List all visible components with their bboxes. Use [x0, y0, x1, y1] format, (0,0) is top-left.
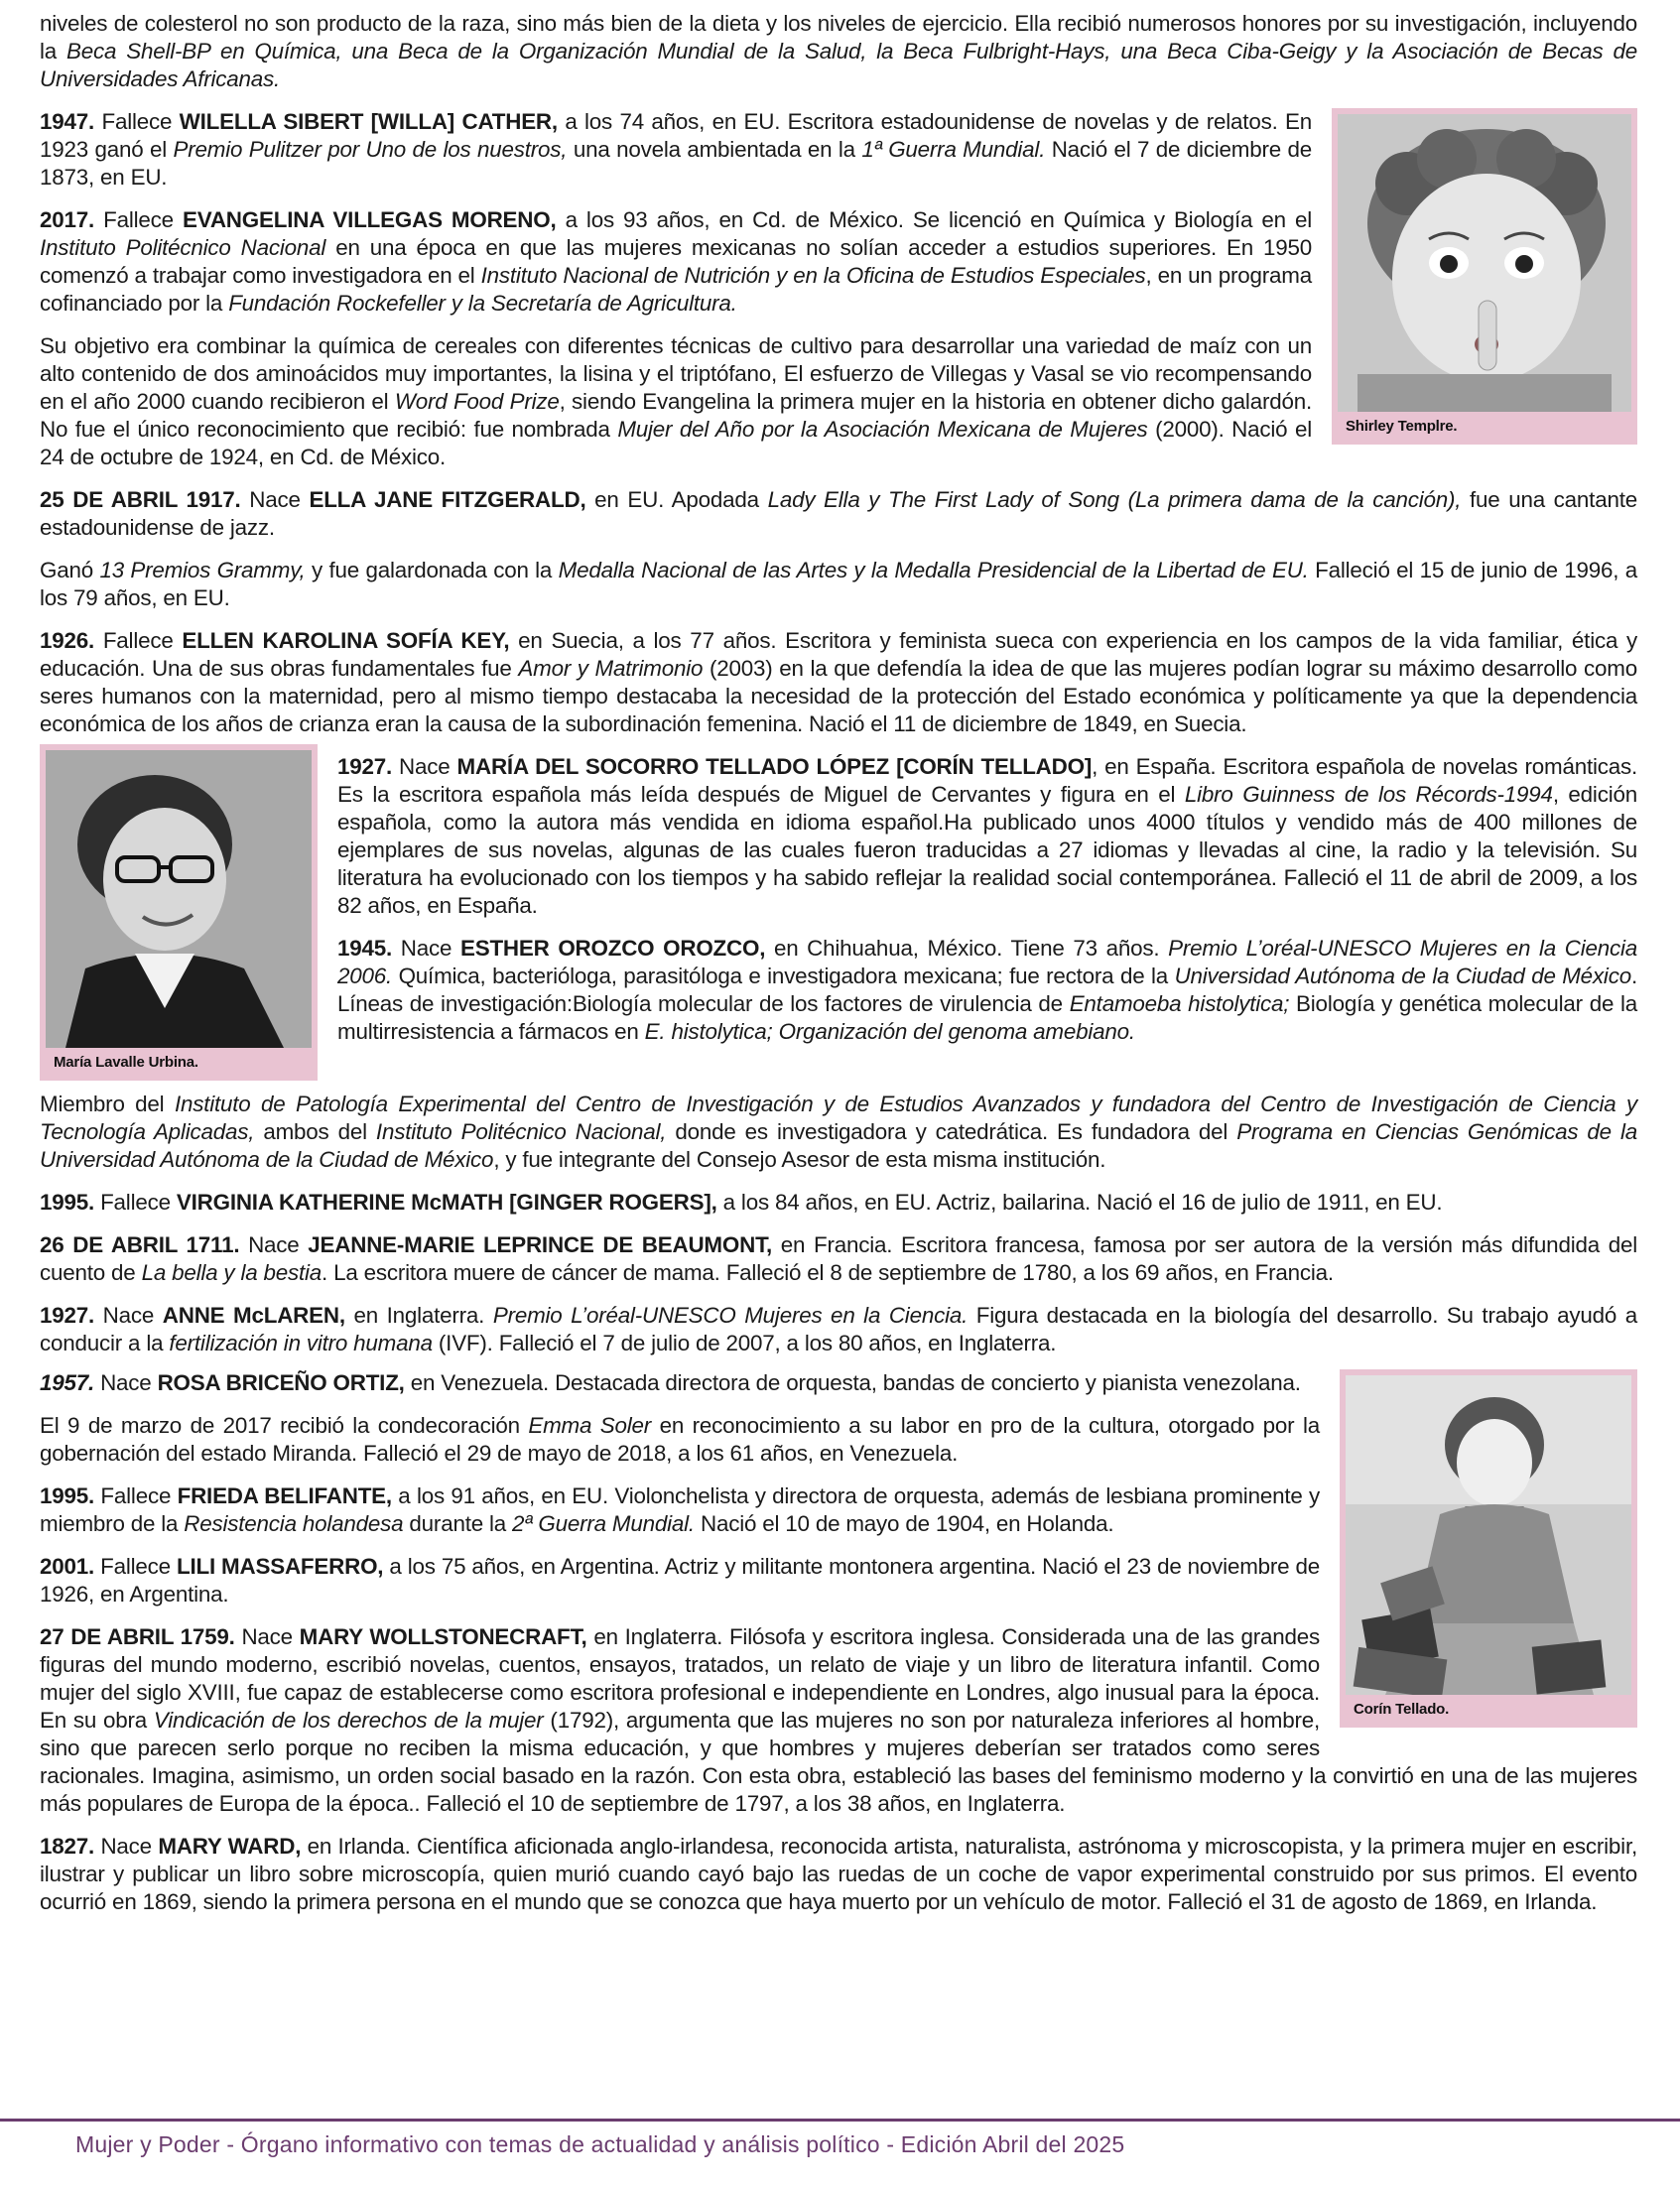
- entry-lili-massaferro: 2001. Fallece LILI MASSAFERRO, a los 75 años, en Argentina. Actriz y militante montonera argentina. Nació el 23 de noviembre de 1926, en Argentina.: [40, 1553, 1320, 1607]
- entry-ginger-rogers: 1995. Fallece VIRGINIA KATHERINE McMATH [GINGER ROGERS], a los 84 años, en EU. Actriz, bailarina. Nació el 16 de julio de 1911, en EU.: [40, 1189, 1443, 1215]
- entry-rosa-briceno: 1957. Nace ROSA BRICEÑO ORTIZ, en Venezuela. Destacada directora de orquesta, bandas de concierto y pianista venezolana.: [40, 1369, 1301, 1395]
- caption-corin-tellado: Corín Tellado.: [1354, 1700, 1450, 1718]
- footer-publication-info: Mujer y Poder - Órgano informativo con temas de actualidad y análisis político - Edición Abril del 2025: [75, 2131, 1125, 2157]
- entry-frieda-belifante: 1995. Fallece FRIEDA BELIFANTE, a los 91 años, en EU. Violonchelista y directora de orquesta, además de lesbiana prominente y miembro de la Resistencia holandesa durante la 2ª Guerra Mundial. Nació el 10 de mayo de 1904, en Holanda.: [40, 1482, 1320, 1536]
- paragraph-evangelina-honors: niveles de colesterol no son producto de la raza, sino más bien de la dieta y los niveles de ejercicio. Ella recibió numerosos honores por su investigación, incluyendo la Beca Shell-BP en Química, una Beca de la Organización Mundial de la Salud, la Beca Fulbright-Hays, una Beca Ciba-Geigy y la Asociación de Becas de Universidades Africanas.: [40, 11, 1637, 91]
- entry-anne-mclaren: 1927. Nace ANNE McLAREN, en Inglaterra. Premio L’oréal-UNESCO Mujeres en la Ciencia. Figura destacada en la biología del desarrollo. Su trabajo ayudó a conducir a la fertilización in vitro humana (IVF). Falleció el 7 de julio de 2007, a los 80 años, en Inglaterra.: [40, 1302, 1637, 1355]
- entry-corin-tellado: 1927. Nace MARÍA DEL SOCORRO TELLADO LÓPEZ [CORÍN TELLADO], en España. Escritora española de novelas románticas. Es la escritora española más leída después de Miguel de Cervantes y figura en el Libro Guinness de los Récords-1994, edición española, como la autora más vendida en idioma español.Ha publicado unos 4000 títulos y vendido más de 400 millones de ejemplares de sus novelas, algunas de las cuales fueron traducidas a 27 idiomas y llevadas al cine, la radio y la televisión. Su literatura ha evolucionado con los tiempos y ha sabido reflejar la realidad social contemporánea. Falleció el 11 de abril de 2009, a los 82 años, en España.: [337, 754, 1638, 918]
- paragraph-evangelina-research: Su objetivo era combinar la química de cereales con diferentes técnicas de cultivo para desarrollar una variedad de maíz con un alto contenido de dos aminoácidos muy importantes, la lisina y el triptófano, El esfuerzo de Villegas y Vasal se vio recompensando en el año 2000 cuando recibieron el Word Food Prize, siendo Evangelina la primera mujer en la historia en obtener dicho galardón. No fue el único reconocimiento que recibió: fue nombrada Mujer del Año por la Asociación Mexicana de Mujeres (2000). Nació el 24 de octubre de 1924, en Cd. de México.: [40, 333, 1312, 469]
- entry-evangelina-villegas: 2017. Fallece EVANGELINA VILLEGAS MORENO, a los 93 años, en Cd. de México. Se licenció en Química y Biología en el Instituto Politécnico Nacional en una época en que las mujeres mexicanas no solían acceder a estudios superiores. En 1950 comenzó a trabajar como investigadora en el Instituto Nacional de Nutrición y en la Oficina de Estudios Especiales, en un programa cofinanciado por la Fundación Rockefeller y la Secretaría de Agricultura.: [40, 207, 1312, 316]
- photo-maria-lavalle: [40, 744, 318, 1081]
- entry-esther-orozco: 1945. Nace ESTHER OROZCO OROZCO, en Chihuahua, México. Tiene 73 años. Premio L’oréal-UNESCO Mujeres en la Ciencia 2006. Química, bacterióloga, parasitóloga e investigadora mexicana; fue rectora de la Universidad Autónoma de la Ciudad de México. Líneas de investigación:Biología molecular de los factores de virulencia de Entamoeba histolytica; Biología y genética molecular de la multirresistencia a fármacos en E. histolytica; Organización del genoma amebiano.: [337, 936, 1637, 1044]
- article-body: [40, 10, 1637, 1931]
- entry-ellen-key: 1926. Fallece ELLEN KAROLINA SOFÍA KEY, en Suecia, a los 77 años. Escritora y feminista sueca con experiencia en los campos de la vida familiar, ética y educación. Una de sus obras fundamentales fue Amor y Matrimonio (2003) en la que defendía la idea de que las mujeres podían lograr su máximo desarrollo como seres humanos con la maternidad, pero al mismo tiempo destacaba la necesidad de la protección del Estado económica y políticamente ya que la dependencia económica de los años de crianza eran la causa de la subordinación femenina. Nació el 11 de diciembre de 1849, en Suecia.: [40, 628, 1637, 736]
- caption-shirley-temple: Shirley Templre.: [1346, 418, 1458, 435]
- footer-divider: [0, 2119, 1680, 2122]
- entry-leprince-de-beaumont: 26 DE ABRIL 1711. Nace JEANNE-MARIE LEPRINCE DE BEAUMONT, en Francia. Escritora francesa, famosa por ser autora de la versión más difundida del cuento de La bella y la bestia. La escritora muere de cáncer de mama. Falleció el 8 de septiembre de 1780, a los 69 años, en Francia.: [40, 1231, 1637, 1285]
- photo-corin-tellado: [1340, 1369, 1637, 1728]
- paragraph-ella-awards: Ganó 13 Premios Grammy, y fue galardonada con la Medalla Nacional de las Artes y la Medalla Presidencial de la Libertad de EU. Falleció el 15 de junio de 1996, a los 79 años, en EU.: [40, 558, 1638, 610]
- entry-ella-fitzgerald: 25 DE ABRIL 1917. Nace ELLA JANE FITZGERALD, en EU. Apodada Lady Ella y The First Lady of Song (La primera dama de la canción), fue una cantante estadounidense de jazz.: [40, 487, 1637, 540]
- entry-mary-wollstonecraft: 27 DE ABRIL 1759. Nace MARY WOLLSTONECRAFT, en Inglaterra. Filósofa y escritora inglesa. Considerada una de las grandes figuras del mundo moderno, escribió novelas, cuentos, ensayos, tratados, un relato de viaje y un libro de literatura infantil. Como mujer del siglo XVIII, fue capaz de establecerse como escritora profesional e independiente en Londres, algo inusual para la época. En su obra Vindicación de los derechos de la mujer (1792), argumenta que las mujeres no son por naturaleza inferiores al hombre, sino que parecen serlo porque no reciben la misma educación, y que hombres y mujeres deberían ser tratados como seres racionales. Imagina, asimismo, un orden social basado en la razón. Con esta obra, estableció las bases del feminismo moderno y la convirtió en una de las mujeres más populares de Europa de la época.. Falleció el 10 de septiembre de 1797, a los 38 años, en Inglaterra.: [40, 1623, 1637, 1816]
- caption-maria-lavalle: María Lavalle Urbina.: [54, 1054, 198, 1071]
- photo-shirley-temple: [1332, 108, 1637, 445]
- shirley-temple-photo-icon: [1338, 114, 1631, 412]
- maria-lavalle-photo-icon: [46, 750, 312, 1048]
- paragraph-esther-institutions: Miembro del Instituto de Patología Experimental del Centro de Investigación y de Estudios Avanzados y fundadora del Centro de Investigación de Ciencia y Tecnología Aplicadas, ambos del Instituto Politécnico Nacional, donde es investigadora y catedrática. Es fundadora del Programa en Ciencias Genómicas de la Universidad Autónoma de la Ciudad de México, y fue integrante del Consejo Asesor de esta misma institución.: [40, 1091, 1637, 1172]
- entry-mary-ward: 1827. Nace MARY WARD, en Irlanda. Científica aficionada anglo-irlandesa, reconocida artista, naturalista, astrónoma y microscopista, y la primera mujer en escribir, ilustrar y publicar un libro sobre microscopía, quien murió cuando cayó bajo las ruedas de un coche de vapor experimental construido por sus primos. El evento ocurrió en 1869, siendo la primera persona en el mundo que se conozca que haya muerto por un vehículo de motor. Falleció el 31 de agosto de 1869, en Irlanda.: [40, 1833, 1637, 1914]
- entry-willa-cather: 1947. Fallece WILELLA SIBERT [WILLA] CATHER, a los 74 años, en EU. Escritora estadounidense de novelas y de relatos. En 1923 ganó el Premio Pulitzer por Uno de los nuestros, una novela ambientada en la 1ª Guerra Mundial. Nació el 7 de diciembre de 1873, en EU.: [40, 109, 1312, 190]
- paragraph-rosa-award: El 9 de marzo de 2017 recibió la condecoración Emma Soler en reconocimiento a su labor en pro de la cultura, otorgado por la gobernación del estado Miranda. Falleció el 29 de mayo de 2018, a los 61 años, en Venezuela.: [40, 1412, 1320, 1466]
- corin-tellado-photo-icon: [1346, 1375, 1631, 1695]
